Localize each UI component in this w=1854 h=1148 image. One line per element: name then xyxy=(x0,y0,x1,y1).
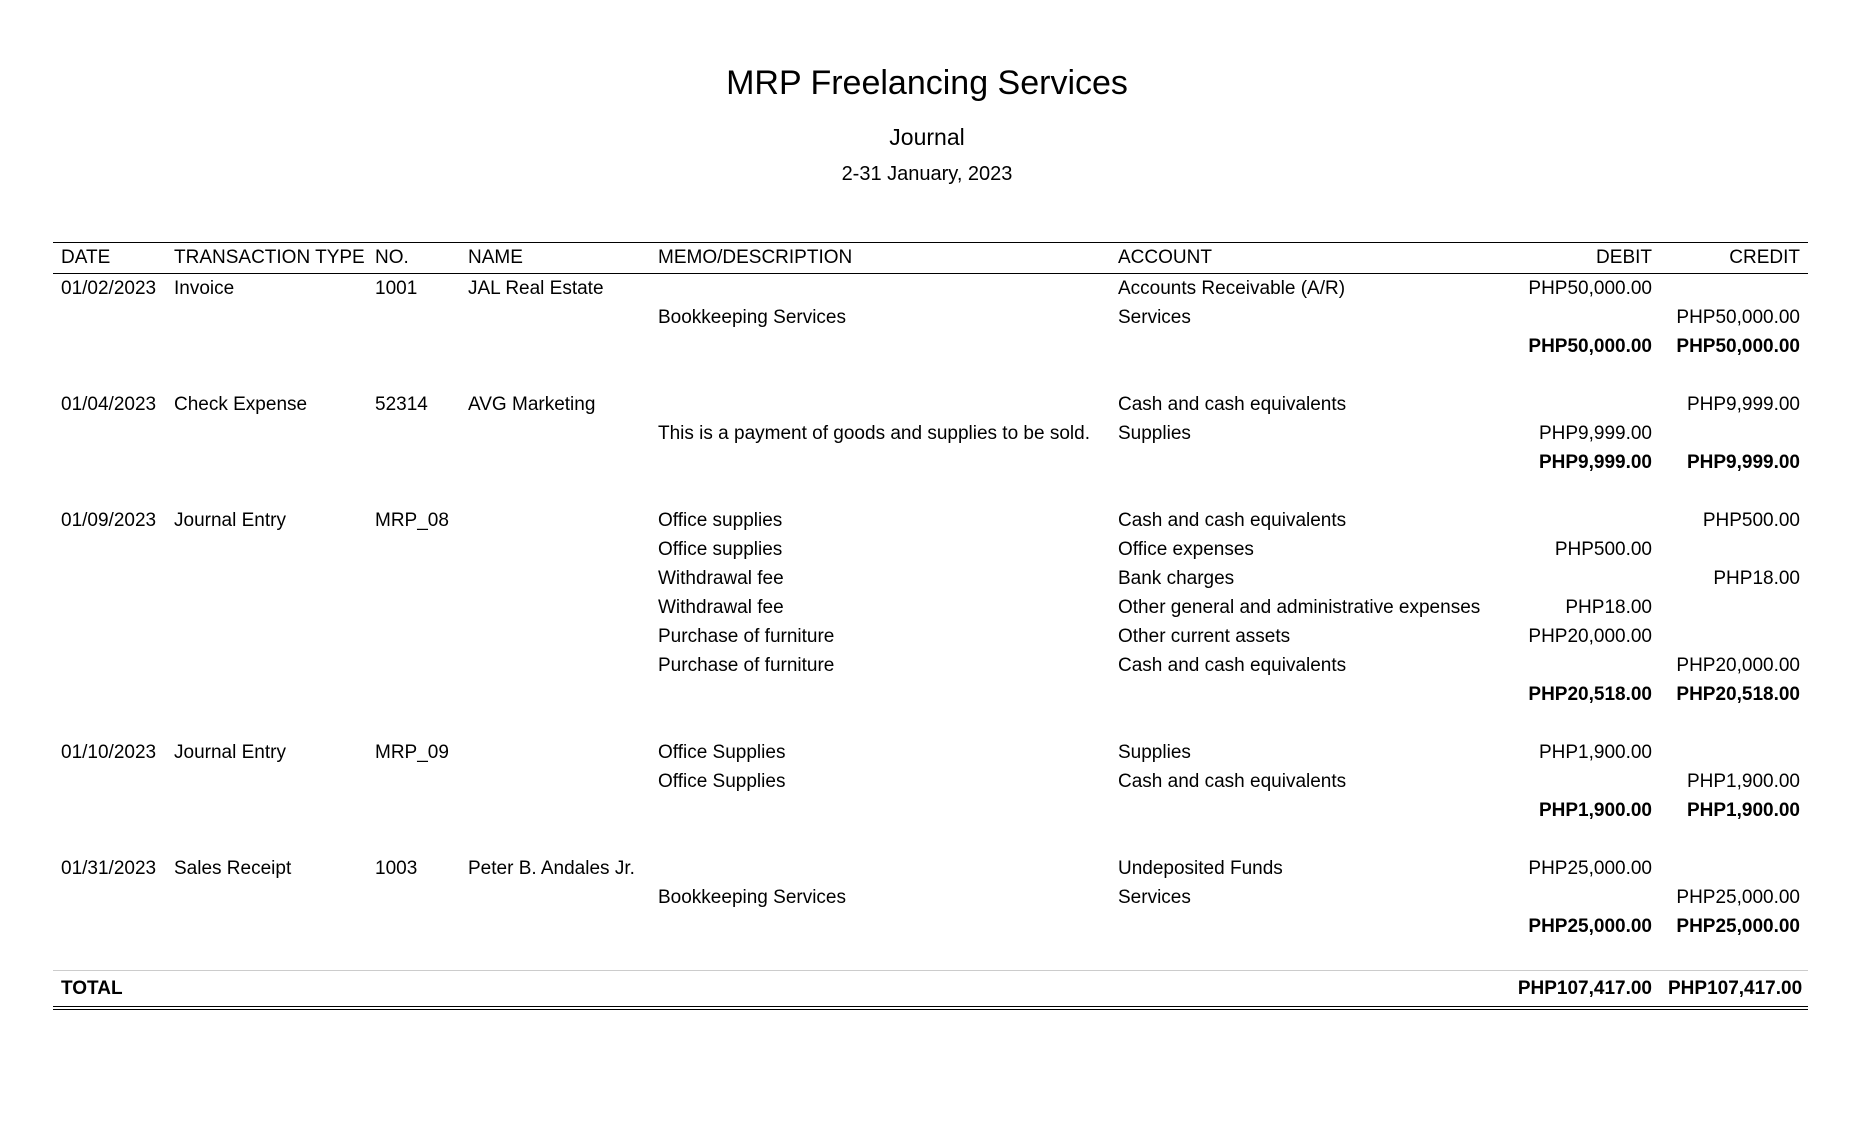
col-no[interactable]: NO. xyxy=(367,243,460,274)
cell-no xyxy=(367,883,460,912)
journal-line-row xyxy=(53,274,1808,304)
row-spacer xyxy=(53,361,1808,390)
cell-name xyxy=(460,419,650,448)
cell-type: Sales Receipt xyxy=(174,857,292,879)
cell-name: AVG Marketing xyxy=(468,393,596,415)
cell-memo: Purchase of furniture xyxy=(658,654,835,676)
transaction-subtotal-row xyxy=(53,796,1808,825)
cell-date: 01/04/2023 xyxy=(61,393,157,415)
spacer-cell xyxy=(53,477,1808,506)
cell-credit: PHP25,000.00 xyxy=(1676,886,1800,908)
cell-debit xyxy=(1508,506,1660,535)
cell-debit: PHP1,900.00 xyxy=(1538,741,1652,763)
cell-type xyxy=(166,419,367,448)
cell-memo: Office supplies xyxy=(658,538,783,560)
col-transaction-type[interactable]: TRANSACTION TYPE xyxy=(166,243,367,274)
cell-date xyxy=(53,419,166,448)
cell-credit xyxy=(1660,622,1808,651)
cell-no xyxy=(367,622,460,651)
cell-debit xyxy=(1508,390,1660,419)
transaction-subtotal-row xyxy=(53,680,1808,709)
cell-date xyxy=(53,651,166,680)
cell-credit: PHP500.00 xyxy=(1702,509,1800,531)
journal-body xyxy=(53,274,1808,971)
cell-debit xyxy=(1508,651,1660,680)
cell-debit: PHP18.00 xyxy=(1565,596,1652,618)
cell-account: Supplies xyxy=(1118,741,1191,763)
cell-name xyxy=(460,738,650,767)
cell-memo: Bookkeeping Services xyxy=(658,306,846,328)
journal-line-row xyxy=(53,883,1808,912)
cell-account: Cash and cash equivalents xyxy=(1118,509,1347,531)
cell-name xyxy=(460,303,650,332)
cell-type xyxy=(166,564,367,593)
cell-credit: PHP9,999.00 xyxy=(1686,393,1800,415)
subtotal-spacer xyxy=(53,448,1508,477)
cell-account: Bank charges xyxy=(1118,567,1235,589)
cell-no xyxy=(367,651,460,680)
cell-type xyxy=(166,767,367,796)
cell-credit xyxy=(1660,593,1808,622)
cell-account: Services xyxy=(1118,886,1191,908)
cell-date xyxy=(53,535,166,564)
cell-no xyxy=(367,564,460,593)
cell-memo: Office supplies xyxy=(658,509,783,531)
row-spacer xyxy=(53,941,1808,971)
cell-account: Services xyxy=(1118,306,1191,328)
cell-no xyxy=(367,303,460,332)
subtotal-debit: PHP25,000.00 xyxy=(1528,915,1652,937)
cell-debit: PHP25,000.00 xyxy=(1528,857,1652,879)
transaction-subtotal-row xyxy=(53,912,1808,941)
cell-no: 1001 xyxy=(375,277,418,299)
transaction-subtotal-row xyxy=(53,448,1808,477)
cell-credit xyxy=(1660,535,1808,564)
spacer-cell xyxy=(53,709,1808,738)
total-credit: PHP107,417.00 xyxy=(1660,971,1808,1009)
subtotal-credit: PHP1,900.00 xyxy=(1686,799,1800,821)
cell-type xyxy=(166,883,367,912)
cell-debit xyxy=(1508,883,1660,912)
cell-account: Cash and cash equivalents xyxy=(1118,654,1347,676)
cell-date: 01/10/2023 xyxy=(61,741,157,763)
report-title: Journal xyxy=(889,124,965,150)
cell-account: Cash and cash equivalents xyxy=(1118,770,1347,792)
subtotal-credit: PHP9,999.00 xyxy=(1686,451,1800,473)
col-credit[interactable]: CREDIT xyxy=(1660,243,1808,274)
cell-date: 01/31/2023 xyxy=(61,857,157,879)
cell-type xyxy=(166,651,367,680)
cell-name xyxy=(460,535,650,564)
journal-line-row xyxy=(53,564,1808,593)
transaction-subtotal-row xyxy=(53,332,1808,361)
cell-name: JAL Real Estate xyxy=(468,277,604,299)
cell-debit xyxy=(1508,303,1660,332)
cell-name xyxy=(460,593,650,622)
spacer-cell xyxy=(53,941,1808,971)
cell-account: Accounts Receivable (A/R) xyxy=(1118,277,1346,299)
cell-no xyxy=(367,593,460,622)
cell-debit: PHP50,000.00 xyxy=(1528,277,1652,299)
cell-credit: PHP50,000.00 xyxy=(1676,306,1800,328)
cell-name xyxy=(460,651,650,680)
cell-date xyxy=(53,767,166,796)
cell-memo: Office Supplies xyxy=(658,741,786,763)
cell-no: 52314 xyxy=(375,393,428,415)
spacer-cell xyxy=(53,361,1808,390)
cell-name xyxy=(460,883,650,912)
cell-type: Invoice xyxy=(174,277,235,299)
subtotal-spacer xyxy=(53,796,1508,825)
cell-no: MRP_09 xyxy=(375,741,449,763)
cell-date xyxy=(53,564,166,593)
cell-debit: PHP20,000.00 xyxy=(1528,625,1652,647)
cell-type: Check Expense xyxy=(174,393,308,415)
subtotal-debit: PHP50,000.00 xyxy=(1528,335,1652,357)
journal-line-row xyxy=(53,535,1808,564)
journal-line-row xyxy=(53,854,1808,883)
report-period: 2-31 January, 2023 xyxy=(841,163,1013,185)
cell-credit xyxy=(1660,419,1808,448)
journal-line-row xyxy=(53,419,1808,448)
journal-table xyxy=(53,242,1808,1010)
cell-no xyxy=(367,535,460,564)
subtotal-spacer xyxy=(53,912,1508,941)
col-account[interactable]: ACCOUNT xyxy=(1110,243,1508,274)
cell-debit xyxy=(1508,767,1660,796)
journal-line-row xyxy=(53,622,1808,651)
cell-type xyxy=(166,535,367,564)
journal-line-row xyxy=(53,390,1808,419)
cell-no: MRP_08 xyxy=(375,509,449,531)
cell-name xyxy=(460,564,650,593)
total-row xyxy=(53,971,1808,1009)
journal-line-row xyxy=(53,506,1808,535)
cell-credit xyxy=(1660,738,1808,767)
cell-type xyxy=(166,622,367,651)
cell-name xyxy=(460,767,650,796)
cell-account: Other general and administrative expenses xyxy=(1118,596,1481,618)
cell-memo xyxy=(650,274,1110,304)
cell-no xyxy=(367,767,460,796)
col-date[interactable]: DATE xyxy=(53,243,166,274)
cell-credit: PHP20,000.00 xyxy=(1676,654,1800,676)
cell-account: Undeposited Funds xyxy=(1118,857,1283,879)
col-name[interactable]: NAME xyxy=(460,243,650,274)
cell-memo: Withdrawal fee xyxy=(658,567,784,589)
cell-date xyxy=(53,883,166,912)
subtotal-spacer xyxy=(53,680,1508,709)
cell-memo: This is a payment of goods and supplies to be sold. xyxy=(658,422,1090,444)
cell-credit: PHP18.00 xyxy=(1713,567,1800,589)
cell-type: Journal Entry xyxy=(174,509,286,531)
cell-type: Journal Entry xyxy=(174,741,286,763)
cell-name xyxy=(460,622,650,651)
cell-type xyxy=(166,303,367,332)
subtotal-debit: PHP1,900.00 xyxy=(1538,799,1652,821)
subtotal-debit: PHP9,999.00 xyxy=(1538,451,1652,473)
col-memo[interactable]: MEMO/DESCRIPTION xyxy=(650,243,1110,274)
cell-date xyxy=(53,593,166,622)
journal-line-row xyxy=(53,767,1808,796)
journal-line-row xyxy=(53,651,1808,680)
total-debit: PHP107,417.00 xyxy=(1508,971,1660,1009)
cell-memo: Purchase of furniture xyxy=(658,625,835,647)
cell-no: 1003 xyxy=(375,857,418,879)
cell-debit xyxy=(1508,564,1660,593)
journal-line-row xyxy=(53,738,1808,767)
row-spacer xyxy=(53,825,1808,854)
journal-line-row xyxy=(53,303,1808,332)
cell-credit xyxy=(1660,274,1808,304)
total-label: TOTAL xyxy=(53,971,1508,1009)
subtotal-credit: PHP25,000.00 xyxy=(1676,915,1800,937)
cell-debit: PHP500.00 xyxy=(1554,538,1652,560)
cell-name: Peter B. Andales Jr. xyxy=(468,857,635,879)
cell-date: 01/02/2023 xyxy=(61,277,157,299)
cell-date xyxy=(53,303,166,332)
col-debit[interactable]: DEBIT xyxy=(1508,243,1660,274)
cell-memo xyxy=(650,390,1110,419)
cell-memo: Office Supplies xyxy=(658,770,786,792)
cell-date: 01/09/2023 xyxy=(61,509,157,531)
row-spacer xyxy=(53,477,1808,506)
row-spacer xyxy=(53,709,1808,738)
cell-account: Supplies xyxy=(1118,422,1191,444)
cell-memo: Bookkeeping Services xyxy=(658,886,846,908)
cell-type xyxy=(166,593,367,622)
cell-date xyxy=(53,622,166,651)
subtotal-spacer xyxy=(53,332,1508,361)
cell-credit: PHP1,900.00 xyxy=(1686,770,1800,792)
subtotal-credit: PHP20,518.00 xyxy=(1676,683,1800,705)
cell-name xyxy=(460,506,650,535)
company-name: MRP Freelancing Services xyxy=(726,64,1128,102)
subtotal-credit: PHP50,000.00 xyxy=(1676,335,1800,357)
column-header-row xyxy=(53,243,1808,274)
cell-memo: Withdrawal fee xyxy=(658,596,784,618)
cell-debit: PHP9,999.00 xyxy=(1538,422,1652,444)
cell-account: Other current assets xyxy=(1118,625,1291,647)
cell-account: Cash and cash equivalents xyxy=(1118,393,1347,415)
cell-account: Office expenses xyxy=(1118,538,1254,560)
subtotal-debit: PHP20,518.00 xyxy=(1528,683,1652,705)
journal-line-row xyxy=(53,593,1808,622)
spacer-cell xyxy=(53,825,1808,854)
cell-memo xyxy=(650,854,1110,883)
cell-no xyxy=(367,419,460,448)
cell-credit xyxy=(1660,854,1808,883)
